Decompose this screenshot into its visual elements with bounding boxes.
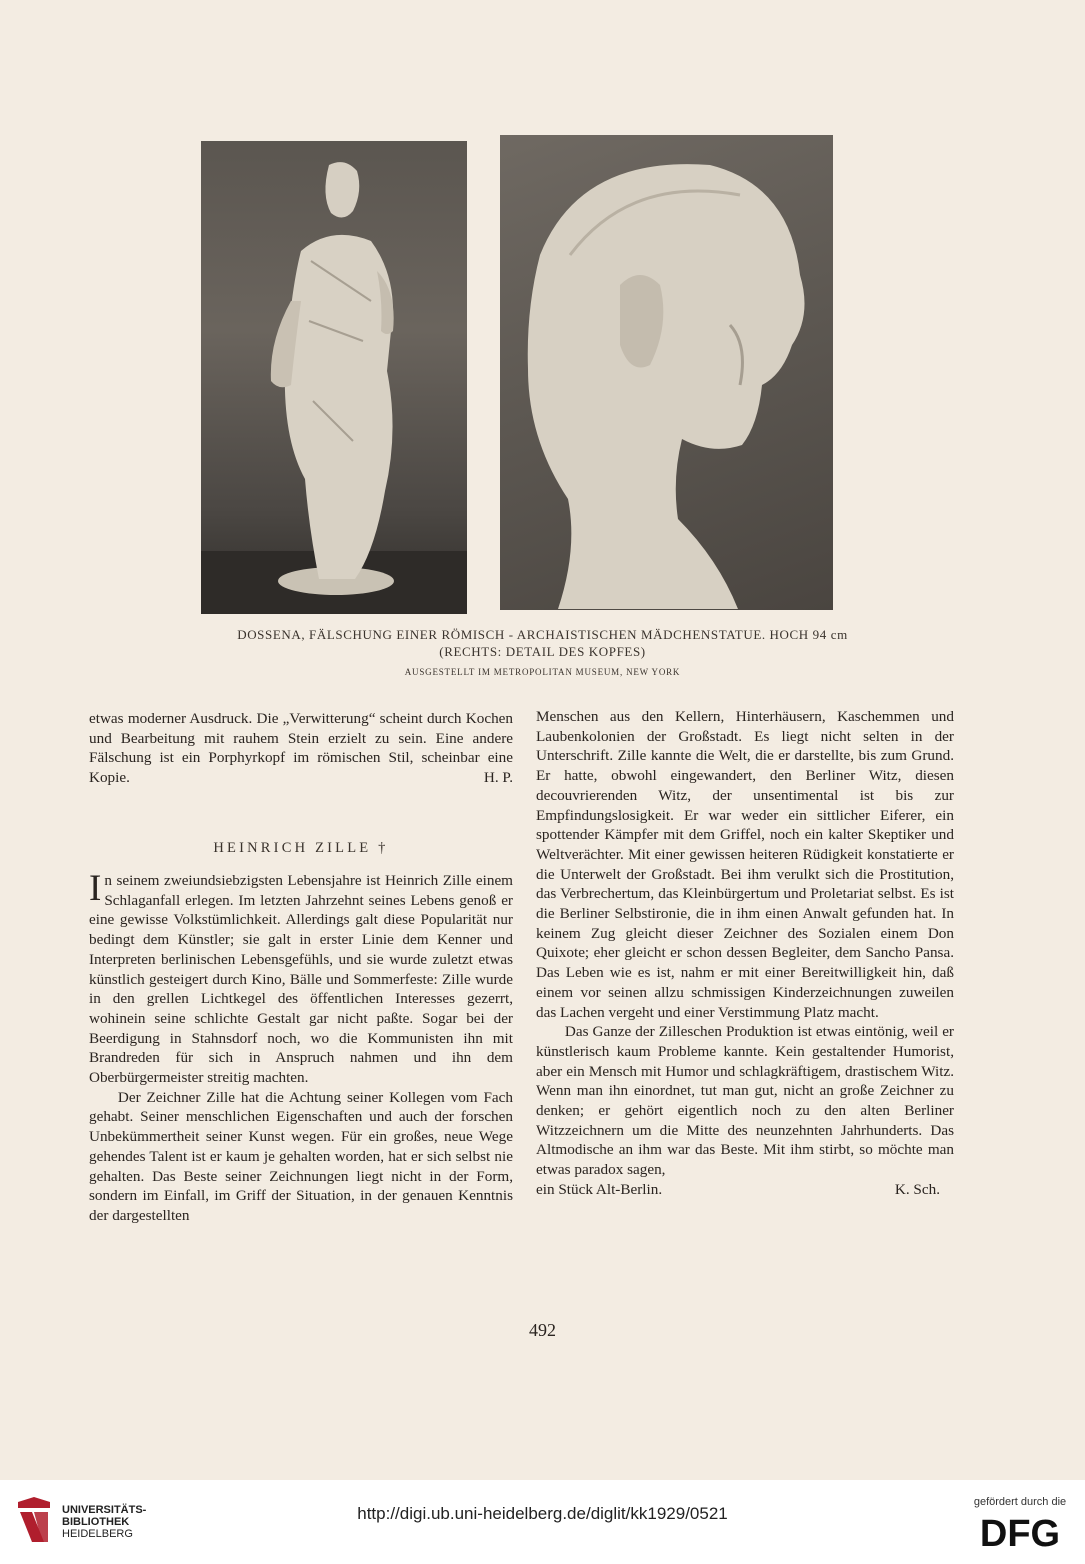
article-paragraph-1 [89,868,513,1088]
article-closing-line [536,1180,954,1200]
page-number: 492 [529,1320,556,1340]
previous-article-signature: H. P. [483,769,513,787]
article-paragraph-2: Der Zeichner Zille hat die Achtung seiner Kollegen vom Fach gehabt. Seiner menschlichen Eigenschaften und auch der forschen Unbekümmertheit seiner Kunst wegen. Für ein großes, neue Wege gehendes Talent ist er kaum je gehalten worden, hat er sich selbst nie gehalten. Das Beste seiner Zeichnungen liegt nicht in der Form, sondern im Einfall, im Griff der Situation, in der genauen Kenntnis der dargestellten [89,1088,513,1224]
article-column-right [536,707,954,1200]
figure-caption-line-2: (RECHTS: DETAIL DES KOPFES) [439,644,646,659]
previous-article-paragraph [89,709,513,788]
drop-cap: I [89,868,102,909]
previous-article-ending [89,709,513,788]
uni-name-line-3: HEIDELBERG [62,1528,133,1540]
uni-name-line-2: BIBLIOTHEK [62,1516,130,1528]
previous-article-text: etwas moderner Ausdruck. Die „Verwitterung“ scheint durch Kochen und Bearbeitung mit rauhem Stein erzielt zu sein. Eine andere Fälschung ist ein Porphyrkopf im römischen Stil, scheinbar eine Kopie. [89,710,513,787]
article-signature: K. Sch. [894,1180,940,1198]
statue-photo [201,141,467,614]
article-last-line: ein Stück Alt-Berlin. [536,1180,663,1198]
figure-caption-line-1: DOSSENA, FÄLSCHUNG EINER RÖMISCH - ARCHAISTISCHEN MÄDCHENSTATUE. HOCH 94 cm [237,627,848,642]
head-detail-photo [500,135,833,610]
article-heading: HEINRICH ZILLE † [213,840,389,856]
article-column-left [89,868,513,1226]
dfg-logo-text: DFG [979,1513,1061,1552]
dfg-logo-icon [966,1512,1074,1552]
funded-by-label: gefördert durch die [973,1496,1067,1508]
uni-name-line-1: UNIVERSITÄTS- [62,1504,147,1516]
article-paragraph-3: Menschen aus den Kellern, Hinterhäusern, Kaschemmen und Laubenkolonien der Großstadt. Es liegt nicht selten in der Unterschrift. Zille kannte die Welt, die er darstellte, bis zum Grund. Er hatte, obwohl eingewandert, den Berliner Witz, diesen decouvrierenden Witz, der unsentimental ist bis zur Empfindungslosigkeit. Er war weder ein sittlicher Eiferer, ein spottender Kämpfer mit dem Griffel, noch ein kalter Skeptiker und Weltverächter. Mit einer gewissen heiteren Rüdigkeit konstatierte er die Unterwelt der Großstadt. Bei ihm verulkt sich die Prostitution, das Verbrechertum, das Kleinbürgertum und Proletariat selbst. Es ist die Berliner Selbstironie, die in ihm einen Anwalt gefunden hat. In keinem Zug gleicht dieser Zeichner des Sozialen einem Don Quixote; eher gleicht er schon dessen Begleiter, dem Sancho Pansa. Das Leben wie es ist, nahm er mit einer Bereitwilligkeit hin, daß einem vor seinen allzu schmissigen Kinderzeichnungen zuweilen das Lachen vergeht und einer Verstimmung Platz macht. [536,708,954,1021]
source-url-link[interactable]: http://digi.ub.uni-heidelberg.de/diglit/kk1929/0521 [357,1504,728,1523]
head-illustration [500,135,833,610]
article-paragraph-1-text: n seinem zweiundsiebzigsten Lebensjahre ist Heinrich Zille einem Schlaganfall erlegen. Im letzten Jahrzehnt seines Lebens genoß er eine gewisse Volkstümlichkeit. Allerdings galt diese Popularität nur bedingt dem Künstler; sie galt in erster Linie dem Kenner und Interpreten berlinischen Lebensgefühls, und sie wurde zuletzt etwas künstlich gesteigert durch Kino, Bälle und Sommerfeste: Zille wurde in den grellen Lichtkegel des öffentlichen Interesses gezerrt, wohinein seine schlichte Gestalt gar nicht paßte. Sogar bei der Beerdigung in Stahnsdorf noch, wo die Kommunisten ihn mit Brandreden für sich in Anspruch nahmen und ihn dem Oberbürgermeister streitig machten. [89,872,513,1087]
statue-illustration [201,141,467,614]
article-paragraph-4: Das Ganze der Zilleschen Produktion ist etwas eintönig, weil er künstlerisch kaum Probleme kannte. Kein gestaltender Humorist, aber ein Mensch mit Humor und schlagkräftigem, drastischem Witz. Wenn man ihn einordnet, tut man gut, nicht an große Zeichner zu denken; er gehört eigentlich noch zu den alten Berliner Witzzeichnern um die Mitte des neunzehnten Jahrhunderts. Das Altmodische an ihm war das Beste. Mit ihm stirbt, so möchte man etwas paradox sagen, [536,1023,954,1179]
figure-caption-credit: AUSGESTELLT IM METROPOLITAN MUSEUM, NEW YORK [404,667,681,677]
